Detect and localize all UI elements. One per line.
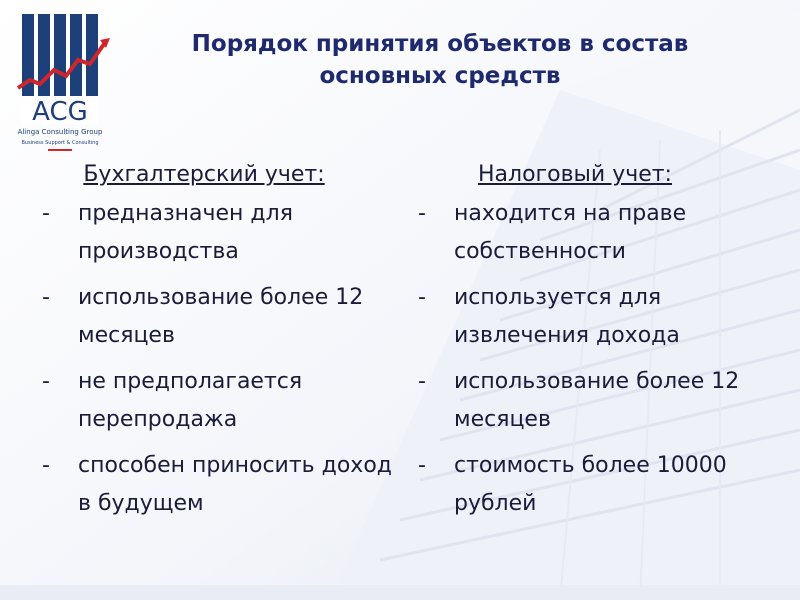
list-item-text: способен приносить доход в будущем: [78, 453, 392, 516]
dash-bullet: -: [42, 453, 50, 478]
list-item: [410, 279, 780, 355]
list-item-text: стоимость более 10000 рублей: [454, 453, 727, 516]
list-item: [34, 363, 394, 439]
accounting-column: [34, 158, 394, 531]
company-logo: [14, 14, 114, 162]
dash-bullet: -: [418, 201, 426, 226]
tax-list: [410, 195, 780, 523]
dash-bullet: -: [42, 369, 50, 394]
list-item: [34, 447, 394, 523]
list-item-text: использование более 12 месяцев: [78, 285, 364, 348]
list-item-text: не предполагается перепродажа: [78, 369, 303, 432]
list-item: [410, 447, 780, 523]
logo-company: Alinga Consulting Group: [17, 128, 103, 136]
logo-tagline: Business Support & Consulting: [21, 140, 99, 146]
tax-heading: Налоговый учет:: [478, 162, 672, 187]
list-item-text: предназначен для производства: [78, 201, 293, 264]
dash-bullet: -: [418, 453, 426, 478]
list-item: [410, 363, 780, 439]
list-item: [34, 279, 394, 355]
dash-bullet: -: [42, 285, 50, 310]
list-item: [410, 195, 780, 271]
list-item: [34, 195, 394, 271]
list-item-text: использование более 12 месяцев: [454, 369, 740, 432]
tax-column: [410, 158, 780, 531]
slide-title-line-2: основных средств: [319, 63, 561, 89]
slide-title-line-1: Порядок принятия объектов в состав: [191, 31, 689, 57]
accounting-list: [34, 195, 394, 523]
dash-bullet: -: [42, 201, 50, 226]
accounting-heading: Бухгалтерский учет:: [83, 162, 325, 187]
dash-bullet: -: [418, 285, 426, 310]
logo-letters: ACG: [32, 97, 88, 127]
list-item-text: находится на праве собственности: [454, 201, 687, 264]
dash-bullet: -: [418, 369, 426, 394]
list-item-text: используется для извлечения дохода: [454, 285, 680, 348]
slide-title: [120, 28, 760, 92]
